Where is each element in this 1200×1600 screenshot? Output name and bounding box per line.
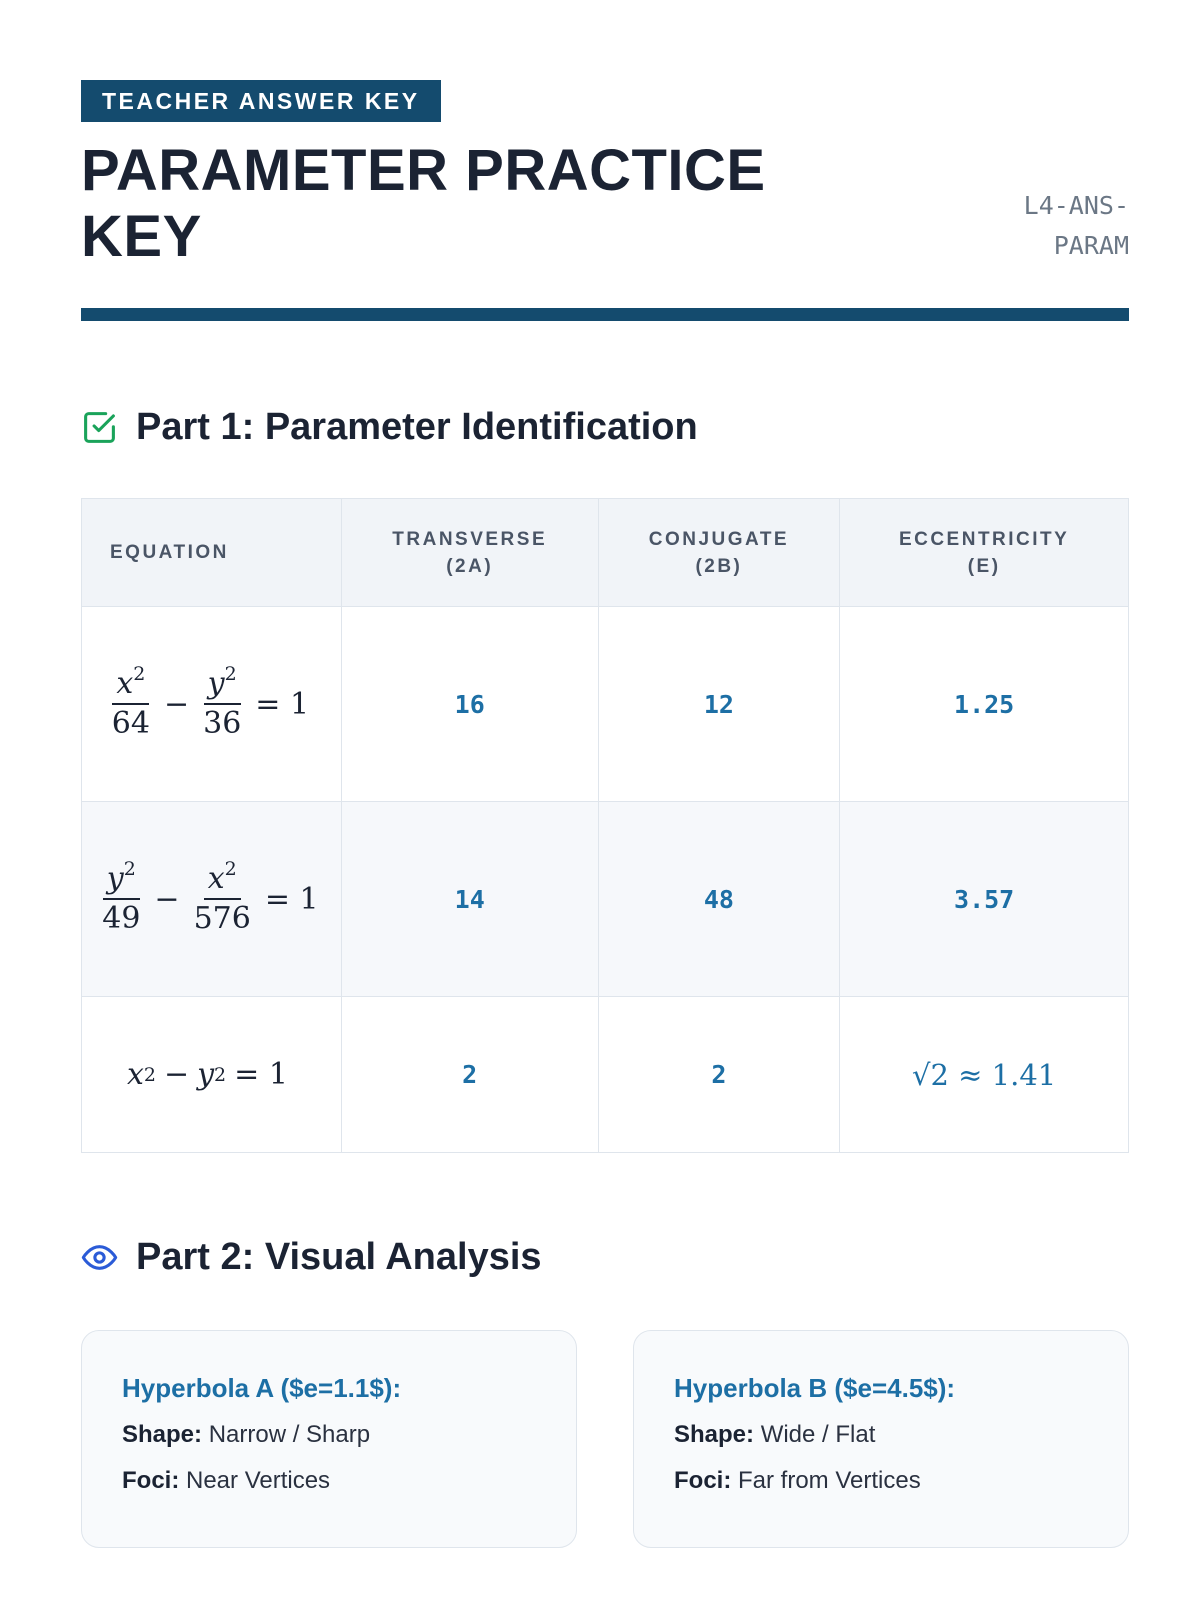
eccentricity-cell <box>840 997 1129 1153</box>
transverse-value: 14 <box>454 884 485 914</box>
eccentricity-value: √2 ≈ 1.41 <box>912 1057 1057 1092</box>
conjugate-value: 2 <box>711 1060 727 1089</box>
eccentricity-value: 3.57 <box>954 884 1015 914</box>
conjugate-cell <box>598 802 840 997</box>
card-foci: Foci: Far from Vertices <box>674 1467 921 1494</box>
equation-3: x 2 − y 2 = 1 <box>126 1057 288 1092</box>
table-header-row <box>82 499 1129 607</box>
card-foci: Foci: Near Vertices <box>122 1467 331 1494</box>
hyperbola-a-card <box>81 1330 577 1548</box>
transverse-cell <box>341 997 598 1153</box>
table-row <box>82 607 1129 802</box>
card-shape: Shape: Wide / Flat <box>674 1421 876 1448</box>
section-title-part1 <box>81 406 698 449</box>
eccentricity-value: 1.25 <box>954 689 1015 719</box>
conjugate-value: 12 <box>703 689 734 719</box>
column-header-eccentricity: ECCENTRICITY (E) <box>840 499 1129 607</box>
part1-title: Part 1: Parameter Identification <box>136 406 698 448</box>
section-title-part2 <box>81 1236 542 1279</box>
eccentricity-cell <box>840 802 1129 997</box>
checkbox-check-icon <box>81 409 118 446</box>
part2-title: Part 2: Visual Analysis <box>136 1236 542 1278</box>
page-header <box>81 80 1129 321</box>
eye-icon <box>81 1239 118 1276</box>
conjugate-cell <box>598 607 840 802</box>
transverse-value: 16 <box>454 689 485 719</box>
document-id: L4-ANS-PARAM <box>1023 191 1129 260</box>
column-header-transverse: TRANSVERSE (2A) <box>341 499 598 607</box>
equation-cell <box>82 997 342 1153</box>
card-title: Hyperbola A ($e=1.1$): <box>122 1373 402 1403</box>
answer-key-badge: TEACHER ANSWER KEY <box>81 80 441 122</box>
eccentricity-cell <box>840 607 1129 802</box>
equation-2: $\frac{y^2}{49}$ − $\frac{x^2}{576}$ = 1 <box>102 858 319 936</box>
equation-cell <box>82 802 342 997</box>
card-title: Hyperbola B ($e=4.5$): <box>674 1373 956 1403</box>
transverse-value: 2 <box>462 1060 478 1089</box>
parameter-table <box>81 498 1129 1153</box>
conjugate-cell <box>598 997 840 1153</box>
transverse-cell <box>341 802 598 997</box>
table-row <box>82 997 1129 1153</box>
equation-1: $\frac{x^2}{64}$ − $\frac{y^2}{36}$ = 1 <box>111 663 310 741</box>
page-title: PARAMETER PRACTICE KEY <box>81 138 766 269</box>
table-row <box>82 802 1129 997</box>
hyperbola-b-card <box>633 1330 1129 1548</box>
transverse-cell <box>341 607 598 802</box>
conjugate-value: 48 <box>703 884 734 914</box>
card-shape: Shape: Narrow / Sharp <box>122 1421 371 1448</box>
visual-analysis-cards <box>81 1330 1129 1548</box>
column-header-conjugate: CONJUGATE (2B) <box>598 499 840 607</box>
column-header-equation: EQUATION <box>82 499 342 607</box>
answer-key-page <box>81 80 1129 1494</box>
equation-cell <box>82 607 342 802</box>
